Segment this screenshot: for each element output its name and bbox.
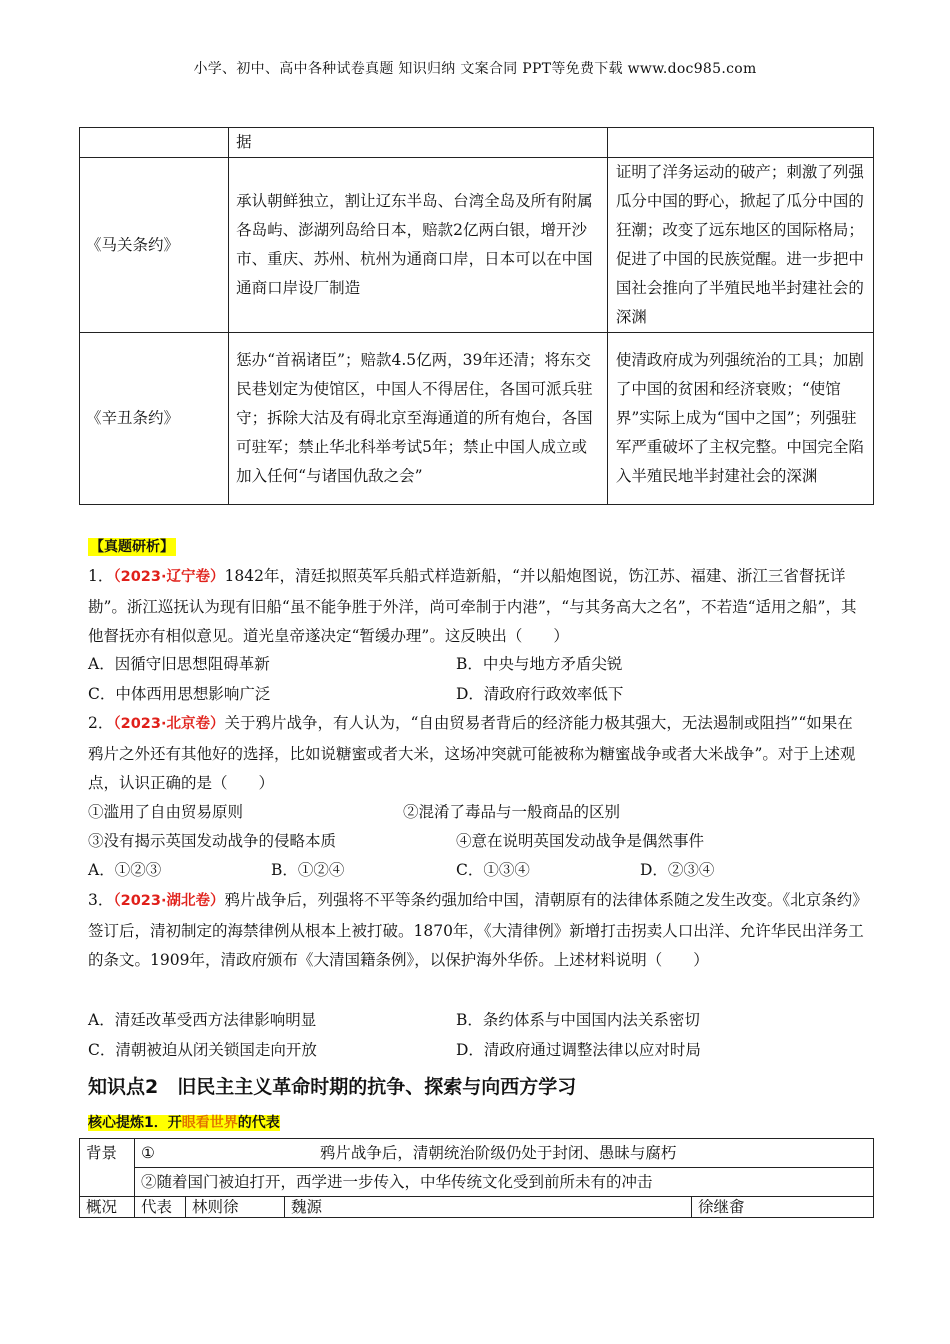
table-cell: 据 xyxy=(229,128,608,158)
core-text-1: 开 xyxy=(167,1115,182,1131)
option-a: A．①②③ xyxy=(88,861,162,879)
background-label: 背景 xyxy=(80,1139,135,1197)
table-row xyxy=(80,333,874,505)
question-number: 1． xyxy=(88,567,114,585)
table-row xyxy=(80,128,874,158)
question-1 xyxy=(88,562,868,652)
question-2 xyxy=(88,709,868,799)
option-b: B．①②④ xyxy=(271,861,345,879)
option-a: A．清廷改革受西方法律影响明显 xyxy=(88,1011,317,1029)
core-label: 核心提炼 xyxy=(88,1115,144,1131)
core-text-3: 的代表 xyxy=(237,1115,280,1131)
treaty-table xyxy=(79,127,874,505)
treaty-content: 承认朝鲜独立，割让辽东半岛、台湾全岛及所有附属各岛屿、澎湖列岛给日本，赔款2亿两白银，增开沙市、重庆、苏州、杭州为通商口岸，日本可以在中国通商口岸设厂制造 xyxy=(229,158,608,333)
table-row xyxy=(80,158,874,333)
treaty-content: 惩办“首祸诸臣”；赔款4.5亿两，39年还清；将东交民巷划定为使馆区，中国人不得居住，各国可派兵驻守；拆除大沽及有碍北京至海通道的所有炮台，各国可驻军；禁止华北科举考试5年；禁止中国人成立或加入任何“与诸国仇敌之会” xyxy=(229,333,608,505)
option-c: C．中体西用思想影响广泛 xyxy=(88,685,271,703)
representative-lin-zexu: 林则徐 xyxy=(186,1197,285,1218)
statement-3: ③没有揭示英国发动战争的侵略本质 xyxy=(88,832,337,850)
option-c: C．清朝被迫从闭关锁国走向开放 xyxy=(88,1041,317,1059)
treaty-name: 《马关条约》 xyxy=(80,158,229,333)
question-stem: 1842年，清廷拟照英军兵船式样造新船，“并以船炮图说，饬江苏、福建、浙江三省督抚详勘”。浙江巡抚认为现有旧船“虽不能争胜于外洋，尚可牵制于内港”，“与其务高大之名”，不若造“适用之船”，其他督抚亦有相似意见。道光皇帝遂决定“暂缓办理”。这反映出（ ） xyxy=(88,567,857,645)
section-tag-wrap xyxy=(88,536,176,556)
question-source: （2023·北京卷） xyxy=(113,716,225,732)
core-summary-heading xyxy=(88,1112,280,1132)
option-d: D．②③④ xyxy=(640,861,715,879)
treaty-impact: 证明了洋务运动的破产；刺激了列强瓜分中国的野心，掀起了瓜分中国的狂潮；改变了远东地区的国际格局；促进了中国的民族觉醒。进一步把中国社会推向了半殖民地半封建社会的深渊 xyxy=(607,158,873,333)
question-number: 3． xyxy=(88,891,114,909)
question-source: （2023·湖北卷） xyxy=(113,893,225,909)
option-d: D．清政府通过调整法律以应对时局 xyxy=(456,1041,701,1059)
table-cell xyxy=(80,128,229,158)
background-line-1-number: ① xyxy=(141,1144,155,1162)
treaty-impact: 使清政府成为列强统治的工具；加剧了中国的贫困和经济衰败；“使馆界”实际上成为“国中之国”；列强驻军严重破坏了主权完整。中国完全陷入半殖民地半封建社会的深渊 xyxy=(607,333,873,505)
treaty-name: 《辛丑条约》 xyxy=(80,333,229,505)
section-tag: 【真题研析】 xyxy=(90,539,174,555)
background-line-2: ②随着国门被迫打开，西学进一步传入，中华传统文化受到前所未有的冲击 xyxy=(135,1168,874,1197)
representative-wei-yuan: 魏源 xyxy=(285,1197,692,1218)
option-a: A．因循守旧思想阻碍革新 xyxy=(88,655,270,673)
overview-label: 概况 xyxy=(80,1197,135,1218)
statement-1: ①滥用了自由贸易原则 xyxy=(88,803,244,821)
question-stem: 关于鸦片战争，有人认为，“自由贸易者背后的经济能力极其强大，无法遏制或阻挡”“如果在鸦片之外还有其他好的选择，比如说糖蜜或者大米，这场冲突就可能被称为糖蜜战争或者大米战争”。对于上述观点，认识正确的是（ ） xyxy=(88,714,856,792)
knowledge-point-heading: 知识点2 旧民主主义革命时期的抗争、探索与向西方学习 xyxy=(88,1076,577,1098)
option-b: B．条约体系与中国国内法关系密切 xyxy=(456,1011,700,1029)
question-stem: 鸦片战争后，列强将不平等条约强加给中国，清朝原有的法律体系随之发生改变。《北京条约》签订后，清初制定的海禁律例从根本上被打破。1870年，《大清律例》新增打击拐卖人口出洋、允许华民出洋务工的条文。1909年，清政府颁布《大清国籍条例》，以保护海外华侨。上述材料说明（ ） xyxy=(88,891,868,969)
option-c: C．①③④ xyxy=(456,861,530,879)
representatives-table xyxy=(79,1138,874,1218)
statement-2: ②混淆了毒品与一般商品的区别 xyxy=(403,803,621,821)
table-row xyxy=(80,1197,874,1218)
question-source: （2023·辽宁卷） xyxy=(113,569,225,585)
background-line-1 xyxy=(135,1139,874,1168)
table-row xyxy=(80,1168,874,1197)
option-b: B．中央与地方矛盾尖锐 xyxy=(456,655,623,673)
table-cell xyxy=(607,128,873,158)
page-header: 小学、初中、高中各种试卷真题 知识归纳 文案合同 PPT等免费下载 www.doc985.com xyxy=(193,61,757,77)
question-number: 2． xyxy=(88,714,114,732)
statement-4: ④意在说明英国发动战争是偶然事件 xyxy=(456,832,705,850)
option-d: D．清政府行政效率低下 xyxy=(456,685,624,703)
representative-label: 代表 xyxy=(135,1197,186,1218)
background-line-1-text: 鸦片战争后，清朝统治阶级仍处于封闭、愚昧与腐朽 xyxy=(319,1144,677,1162)
question-3 xyxy=(88,886,868,976)
core-number: 1． xyxy=(144,1115,168,1131)
table-row xyxy=(80,1139,874,1168)
representative-xu-jiyu: 徐继畬 xyxy=(692,1197,874,1218)
core-text-2: 眼看世界 xyxy=(181,1115,238,1131)
